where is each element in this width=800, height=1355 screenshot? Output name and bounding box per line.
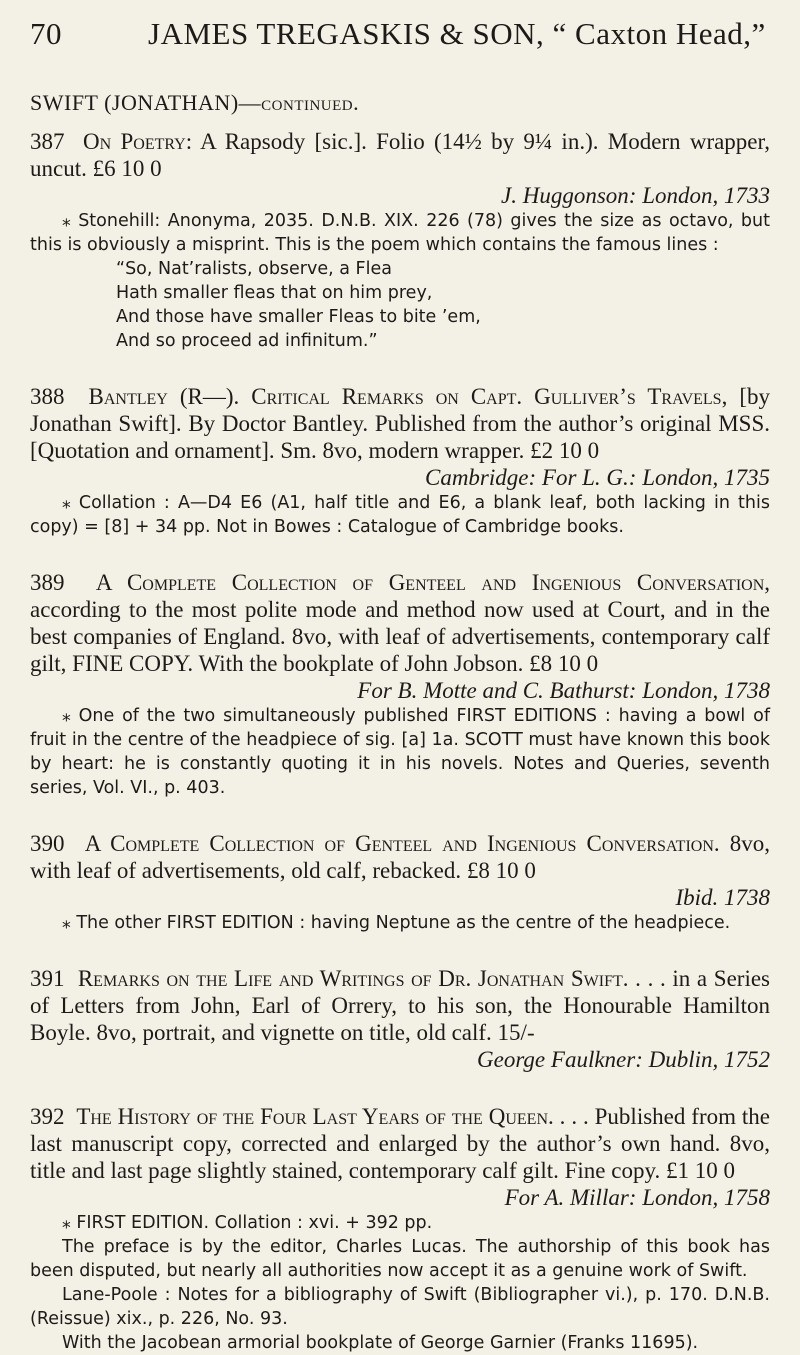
lot-body: . . . in a Series of Letters from John, Earl of Orrery, to his son, the Honourable Hamilton Boyle. 8vo, portrait, and vignette on title, old calf. 15/-	[30, 966, 771, 1045]
lot-body: A Rapsody [sic.]. Folio (14½ by 9¼ in.). Modern wrapper, uncut. £6 10 0	[30, 129, 771, 181]
lot-description	[30, 128, 770, 209]
lot-imprint: Cambridge: For L. G.: London, 1735	[424, 465, 770, 490]
lot-number: 390	[30, 831, 65, 856]
lot-body: according to the most polite mode and method now used at Court, and in the best companies of England. 8vo, with leaf of advertisements, contemporary calf gilt, FINE COPY. With the bookplate of John Jobson. £8 10 0	[30, 597, 770, 676]
lot-number: 387	[30, 129, 65, 154]
lot-entry-390	[30, 830, 770, 935]
lot-description	[30, 569, 770, 704]
verse-line: “So, Nat’ralists, observe, a Flea	[116, 259, 392, 279]
lot-number: 388	[30, 384, 65, 409]
lot-entry-387	[30, 128, 770, 353]
running-head	[30, 14, 770, 50]
lot-title: A Complete Collection of Genteel and Ingenious Conversation.	[84, 831, 720, 856]
lot-body: [by Jonathan Swift]. By Doctor Bantley. Published from the author’s original MSS. [Quotation and ornament]. Sm. 8vo, modern wrapper. £2 10 0	[30, 384, 770, 463]
lot-description	[30, 1103, 770, 1211]
lot-imprint: Ibid. 1738	[675, 885, 770, 910]
lot-note: With the Jacobean armorial bookplate of George Garnier (Franks 11695).	[62, 1333, 699, 1353]
lot-entry-391	[30, 965, 770, 1073]
lot-imprint: George Faulkner: Dublin, 1752	[477, 1047, 770, 1072]
lot-description	[30, 830, 770, 911]
lot-imprint: For B. Motte and C. Bathurst: London, 1738	[357, 678, 770, 703]
lot-entry-388	[30, 383, 770, 539]
lot-note: The preface is by the editor, Charles Lucas. The authorship of this book has been disputed, but nearly all authorities now accept it as a genuine work of Swift.	[30, 1237, 770, 1281]
lot-note: ⁎ One of the two simultaneously published FIRST EDITIONS : having a bowl of fruit in the centre of the headpiece of sig. [a] 1a. SCOTT must have known this book by heart: he is constantly quoting it in his novels. Notes and Queries, seventh series, Vol. VI., p. 403.	[30, 706, 770, 798]
verse-line: And so proceed ad infinitum.”	[116, 331, 378, 351]
lot-imprint: For A. Millar: London, 1758	[504, 1185, 770, 1210]
lot-title: Bantley (R—). Critical Remarks on Capt. Gulliver’s Travels,	[88, 384, 728, 409]
quoted-verse	[116, 257, 770, 353]
lot-description	[30, 383, 770, 491]
lot-note: ⁎ Stonehill: Anonyma, 2035. D.N.B. XIX. 226 (78) gives the size as octavo, but this is obviously a misprint. This is the poem which contains the famous lines :	[30, 211, 770, 255]
lot-title: Remarks on the Life and Writings of Dr. Jonathan Swift.	[77, 966, 629, 991]
lot-entry-389	[30, 569, 770, 800]
lot-body: 8vo, with leaf of advertisements, old calf, rebacked. £8 10 0	[30, 831, 770, 883]
page-number: 70	[30, 16, 62, 51]
lot-title: A Complete Collection of Genteel and Ingenious Conversation,	[95, 570, 771, 595]
running-title: JAMES TREGASKIS & SON, “ Caxton Head,”	[148, 16, 766, 51]
verse-line: And those have smaller Fleas to bite ’em,	[116, 307, 481, 327]
verse-line: Hath smaller fleas that on him prey,	[116, 283, 433, 303]
lot-title: On Poetry:	[83, 129, 193, 154]
lot-entry-392	[30, 1103, 770, 1355]
section-heading: SWIFT (JONATHAN)—continued.	[30, 90, 360, 115]
lot-note: ⁎ Collation : A—D4 E6 (A1, half title and E6, a blank leaf, both lacking in this copy) = [8] + 34 pp. Not in Bowes : Catalogue of Cambridge books.	[30, 493, 770, 537]
lot-imprint: J. Huggonson: London, 1733	[501, 183, 770, 208]
lot-number: 391	[30, 966, 65, 991]
lot-body: . . . Published from the last manuscript copy, corrected and enlarged by the author’s own hand. 8vo, title and last page slightly stained, contemporary calf gilt. Fine copy. £1 10 0	[30, 1104, 770, 1183]
lot-note: ⁎ The other FIRST EDITION : having Neptune as the centre of the headpiece.	[62, 913, 731, 933]
lot-description	[30, 965, 770, 1073]
lot-number: 392	[30, 1104, 65, 1129]
lot-number: 389	[30, 570, 65, 595]
lot-note: ⁎ FIRST EDITION. Collation : xvi. + 392 pp.	[62, 1213, 433, 1233]
lot-title: The History of the Four Last Years of the Queen.	[76, 1104, 554, 1129]
lot-note: Lane-Poole : Notes for a bibliography of Swift (Bibliographer vi.), p. 170. D.N.B. (Reissue) xix., p. 226, No. 93.	[30, 1285, 770, 1329]
